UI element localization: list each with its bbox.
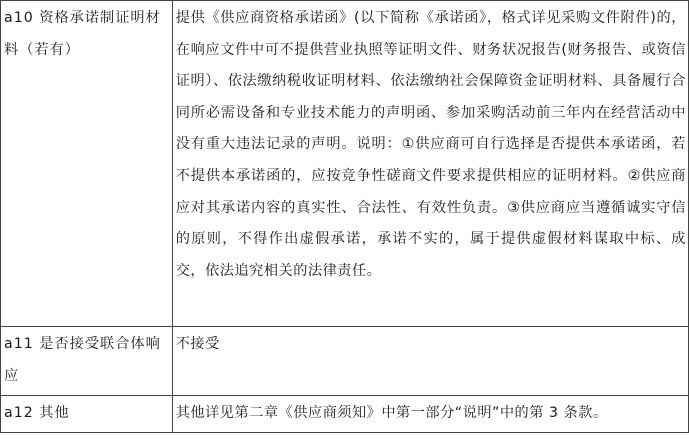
row-label-a10: a10 资格承诺制证明材料（若有） <box>1 1 173 327</box>
row-label-a11: a11 是否接受联合体响应 <box>1 327 173 396</box>
table-row-a10 <box>1 1 689 327</box>
row-content-a12: 其他详见第二章《供应商须知》中第一部分“说明”中的第 3 条款。 <box>172 396 688 433</box>
row-content-a11: 不接受 <box>172 327 688 396</box>
row-label-a12: a12 其他 <box>1 396 173 433</box>
row-content-a10: 提供《供应商资格承诺函》(以下简称《承诺函》，格式详见采购文件附件)的，在响应文件中可不提供营业执照等证明文件、财务状况报告(财务报告、或资信证明）、依法缴纳税收证明材料、依法缴纳社会保障资金证明材料、具备履行合同所必需设备和专业技术能力的声明函、参加采购活动前三年内在经营活动中没有重大违法记录的声明。说明：①供应商可自行选择是否提供本承诺函，若不提供本承诺函的，应按竞争性磋商文件要求提供相应的证明材料。②供应商应对其承诺内容的真实性、合法性、有效性负责。③供应商应当遵循诚实守信的原则，不得作出虚假承诺，承诺不实的，属于提供虚假材料谋取中标、成交，依法追究相关的法律责任。 <box>172 1 688 327</box>
table-row-a12 <box>1 396 689 433</box>
table-row-a11 <box>1 327 689 396</box>
